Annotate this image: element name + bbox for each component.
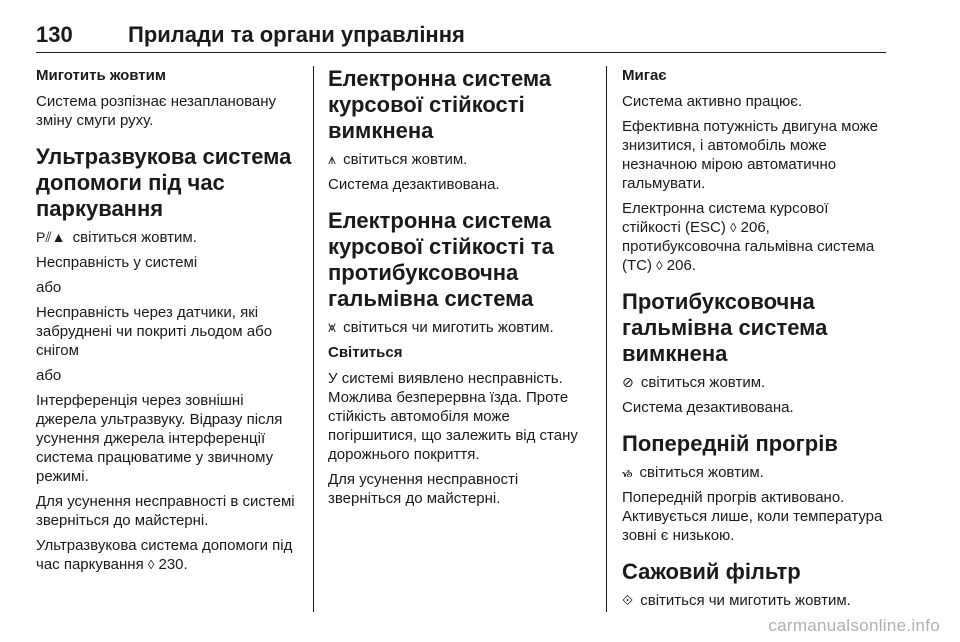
column-divider-1	[313, 66, 314, 612]
parking-lit-label: світиться жовтим.	[72, 229, 197, 246]
interference-text: Інтерференція через зовнішні джерела ультразвуку. Відразу після усунення джерела інтерференції система працюватиме у звичному режимі.	[36, 392, 283, 485]
subhead-blink-yellow: Миготить жовтим	[36, 67, 166, 84]
esc-ref-label: Електронна система курсової стійкості (ESC)	[622, 200, 829, 236]
page-ref-icon: ◊	[730, 220, 737, 235]
esc-tc-refs-text	[622, 199, 884, 275]
esc-tc-lit-label: світиться чи миготить жовтим.	[343, 319, 554, 336]
tc-off-deactivated-text: Система дезактивована.	[622, 399, 794, 416]
preheat-description-text: Попередній прогрів активовано. Активується лише, коли температура зовні є низькою.	[622, 489, 883, 544]
tc-off-icon: ⊘	[622, 374, 634, 390]
preheat-lit-text	[622, 463, 884, 482]
column-3	[622, 66, 884, 616]
tc-off-lit-label: світиться жовтим.	[640, 374, 766, 391]
or-text-2: або	[36, 367, 62, 384]
page-ref-icon: ◊	[656, 258, 663, 273]
active-text: Система активно працює.	[622, 93, 803, 110]
or-text-1: або	[36, 279, 62, 296]
watermark: carmanualsonline.info	[768, 616, 940, 635]
parking-lit-text	[36, 228, 298, 247]
subhead-lit: Світиться	[328, 344, 403, 361]
column-2	[328, 66, 590, 514]
lane-change-text: Система розпізнає незаплановану зміну смуги руху.	[36, 93, 277, 129]
chapter-title: Прилади та органи управління	[128, 22, 465, 47]
esc-off-deactivated-text: Система дезактивована.	[328, 176, 500, 193]
engine-power-text: Ефективна потужність двигуна може знизитися, і автомобіль може незначною мірою автоматично гальмувати.	[622, 118, 879, 192]
tc-ref-label: протибуксовочна гальмівна система (TC)	[622, 238, 875, 274]
page-header	[36, 14, 886, 53]
parking-ref-page[interactable]: 230.	[158, 556, 188, 573]
tc-ref-page[interactable]: 206.	[666, 257, 696, 274]
lit-service-text: Для усунення несправності зверніться до майстерні.	[328, 471, 519, 507]
parking-ref-label: Ультразвукова система допомоги під час паркування	[36, 537, 293, 573]
tc-off-lit-text	[622, 373, 884, 392]
heading-esc-tc: Електронна система курсової стійкості та протибуксовочна гальмівна система	[328, 208, 554, 311]
heading-soot-filter: Сажовий фільтр	[622, 559, 801, 584]
page-ref-icon: ◊	[147, 557, 155, 572]
parking-ref-text	[36, 536, 298, 574]
parking-assist-icon: P⫽▲	[36, 229, 66, 245]
heading-esc-off: Електронна система курсової стійкості вимкнена	[328, 66, 552, 143]
esc-tc-lit-text	[328, 318, 590, 337]
preheat-coil-icon: ᏹ	[622, 464, 633, 480]
lit-description-text: У системі виявлено несправність. Можлива безперервна їзда. Проте стійкість автомобіля може погіршитися, що залежить від стану дорожнього покриття.	[328, 370, 578, 463]
esc-tc-icon: ⩙	[328, 319, 336, 335]
heading-preheat: Попередній прогрів	[622, 431, 838, 456]
fault-text: Несправність у системі	[36, 254, 198, 271]
heading-parking-assist: Ультразвукова система допомоги під час паркування	[36, 144, 292, 221]
esc-off-lit-label: світиться жовтим.	[343, 151, 468, 168]
service-text: Для усунення несправності в системі зверніться до майстерні.	[36, 493, 295, 529]
heading-tc-off: Протибуксовочна гальмівна система вимкнена	[622, 289, 828, 366]
esc-off-lit-text	[328, 150, 590, 169]
subhead-blinks: Мигає	[622, 67, 667, 84]
esc-off-icon: ⩚	[328, 151, 336, 167]
soot-filter-icon: ⟐	[622, 592, 634, 608]
column-divider-2	[606, 66, 607, 612]
column-1	[36, 66, 298, 580]
preheat-lit-label: світиться жовтим.	[639, 464, 764, 481]
sensors-text: Несправність через датчики, які забруднені чи покриті льодом або снігом	[36, 304, 273, 359]
soot-lit-text	[622, 591, 884, 610]
soot-lit-label: світиться чи миготить жовтим.	[640, 592, 851, 609]
esc-ref-page[interactable]: 206,	[740, 219, 770, 236]
page-number: 130	[36, 22, 73, 47]
